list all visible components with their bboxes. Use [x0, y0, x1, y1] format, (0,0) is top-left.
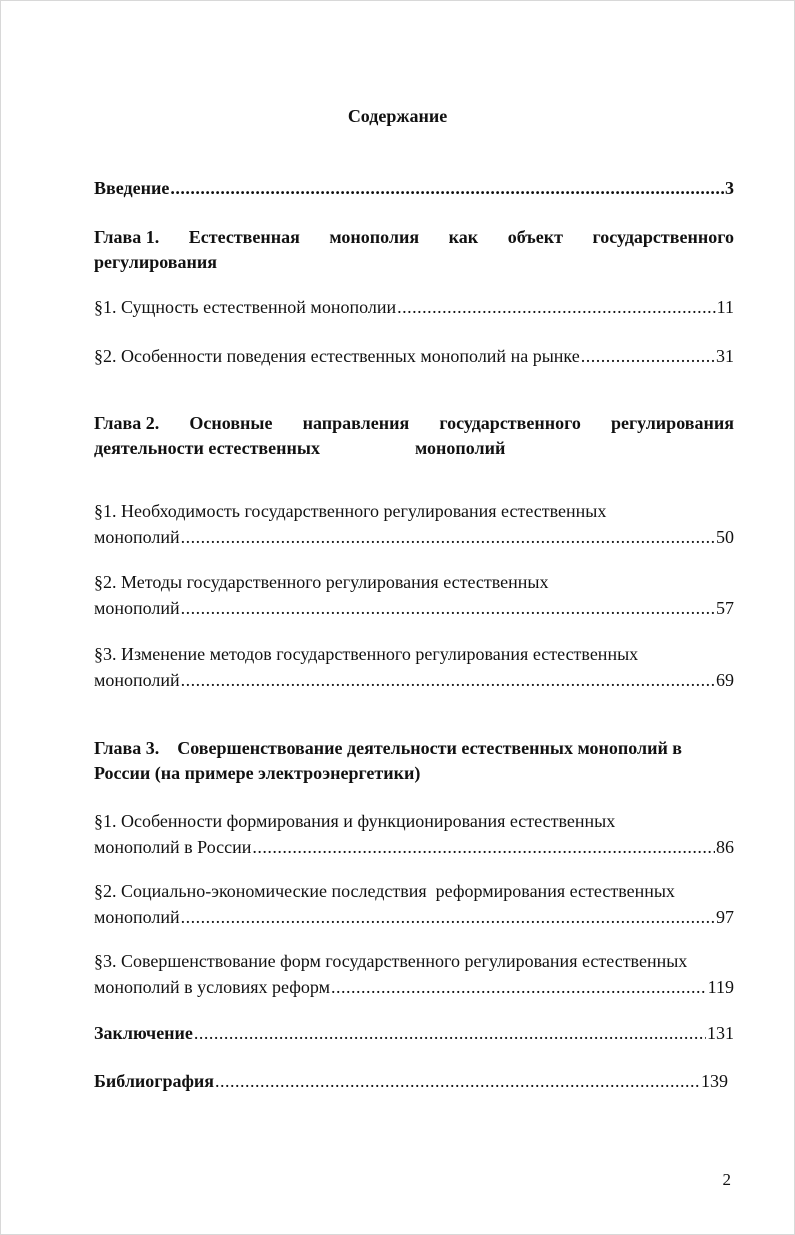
entry-label: §2. Особенности поведения естественных монополий на рынке [94, 346, 580, 366]
entry-page: 131 [707, 1023, 734, 1043]
leader-dots [181, 595, 715, 621]
chapter-2-heading[interactable] [94, 411, 734, 461]
chapter-1-word: как [448, 227, 479, 247]
leader-dots [252, 834, 715, 860]
chapter-3-heading[interactable] [94, 736, 734, 786]
chapter-2-word: Основные [189, 413, 273, 433]
entry-page: 86 [716, 837, 734, 857]
toc-entry-bibliography[interactable] [94, 1068, 728, 1094]
entry-line1: §1. Особенности формирования и функционирования естественных [94, 811, 616, 831]
leader-dots [331, 974, 707, 1000]
chapter-2-word: Глава 2. [94, 413, 160, 433]
entry-line1: §3. Совершенствование форм государственного регулирования естественных [94, 951, 688, 971]
leader-dots [181, 524, 715, 550]
entry-line2: монополий [94, 907, 180, 927]
entry-page: 119 [707, 977, 734, 997]
entry-label: Введение [94, 178, 170, 198]
toc-entry-1-1[interactable] [94, 294, 734, 320]
chapter-1-word: монополия [329, 227, 420, 247]
entry-label: Заключение [94, 1023, 193, 1043]
toc-title: Содержание [347, 106, 448, 126]
page-number: 2 [722, 1170, 731, 1189]
chapter-2-word: регулирования [610, 413, 734, 433]
leader-dots [170, 175, 724, 201]
entry-line1: §1. Необходимость государственного регулирования естественных [94, 501, 607, 521]
chapter-1-word: объект [507, 227, 563, 247]
chapter-1-word: Естественная [188, 227, 300, 247]
entry-page: 69 [716, 670, 734, 690]
entry-line2: монополий [94, 670, 180, 690]
entry-label: §1. Сущность естественной монополии [94, 297, 397, 317]
chapter-2-line2a: деятельности естественных [94, 438, 320, 458]
toc-entry-conclusion[interactable] [94, 1020, 734, 1046]
chapter-1-word: Глава 1. [94, 227, 160, 247]
toc-entry-2-3[interactable] [94, 641, 734, 693]
entry-page: 97 [716, 907, 734, 927]
entry-label: Библиография [94, 1071, 215, 1091]
entry-page: 50 [716, 527, 734, 547]
chapter-1-line2: регулирования [94, 252, 217, 272]
chapter-2-word: направления [302, 413, 410, 433]
toc-entry-3-3[interactable] [94, 948, 734, 1000]
entry-page: 31 [716, 346, 734, 366]
entry-line2: монополий в условиях реформ [94, 977, 331, 997]
leader-dots [581, 343, 715, 369]
entry-line1: §2. Методы государственного регулирования естественных [94, 572, 549, 592]
chapter-2-word: государственного [439, 413, 581, 433]
entry-line2: монополий [94, 527, 180, 547]
chapter-1-word: государственного [592, 227, 734, 247]
entry-line1: §3. Изменение методов государственного регулирования естественных [94, 644, 639, 664]
entry-line2: монополий в России [94, 837, 252, 857]
entry-line2: монополий [94, 598, 180, 618]
toc-entry-3-2[interactable] [94, 878, 734, 930]
leader-dots [181, 904, 715, 930]
chapter-3-line2: России (на примере электроэнергетики) [94, 763, 421, 783]
toc-entry-2-1[interactable] [94, 498, 734, 550]
leader-dots [194, 1020, 706, 1046]
leader-dots [215, 1068, 700, 1094]
toc-entry-intro[interactable] [94, 175, 734, 201]
chapter-3-line1: Глава 3. Совершенствование деятельности естественных монополий в [94, 738, 683, 758]
entry-page: 57 [716, 598, 734, 618]
toc-entry-3-1[interactable] [94, 808, 734, 860]
toc-entry-2-2[interactable] [94, 569, 734, 621]
entry-page: 3 [725, 178, 734, 198]
entry-page: 11 [716, 297, 734, 317]
entry-page: 139 [701, 1071, 728, 1091]
chapter-1-heading[interactable] [94, 225, 734, 275]
toc-entry-1-2[interactable] [94, 343, 734, 369]
chapter-2-line2b: монополий [414, 438, 506, 458]
leader-dots [181, 667, 715, 693]
leader-dots [397, 294, 716, 320]
entry-line1: §2. Социально-экономические последствия реформирования естественных [94, 881, 675, 901]
